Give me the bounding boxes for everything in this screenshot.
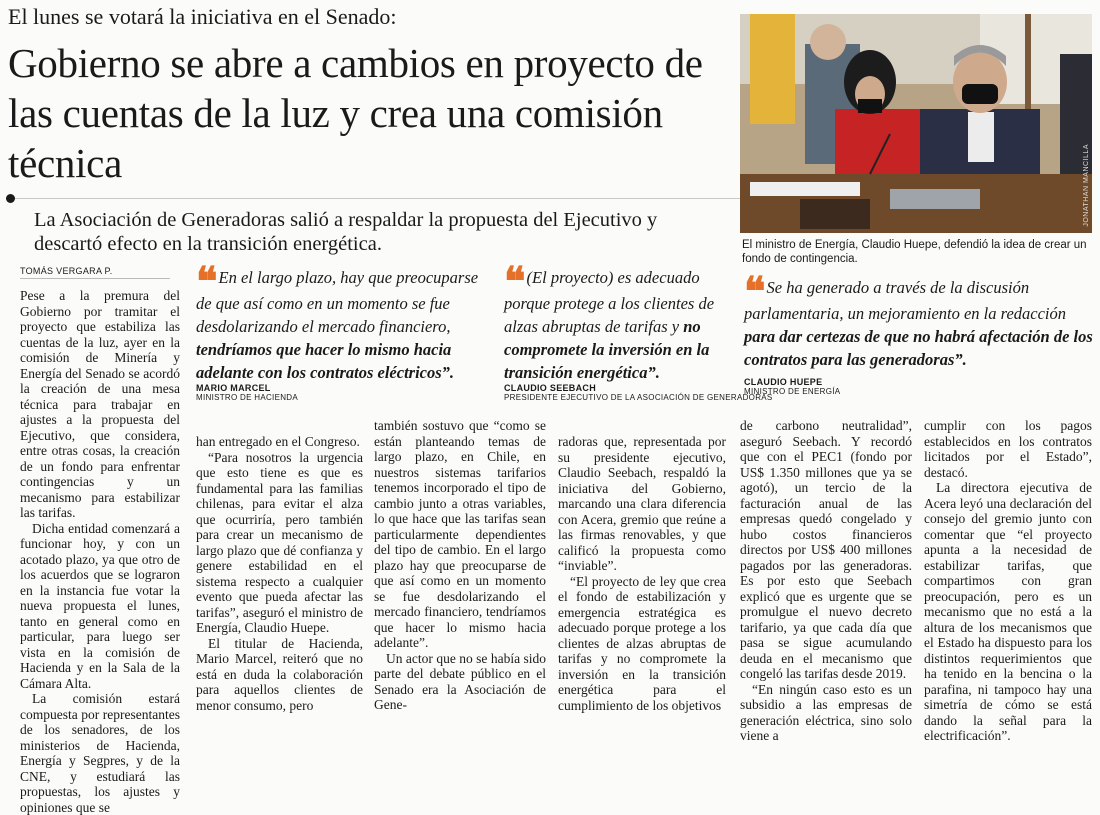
paragraph: Dicha entidad comenzará a funcionar hoy, y con un acotado plazo, ya que otro de los acuerdos que se lograron en la instancia fue votar la nueva propuesta el lunes, tanto en general como en particular, para luego ser vista en la comisión de Hacienda y en la Sala de la Cámara Alta. (20, 520, 180, 691)
paragraph: cumplir con los pagos establecidos en los contratos licitados por el Estado”, destacó. (924, 418, 1092, 480)
pull-quote (744, 268, 1094, 371)
quote-highlight: tendríamos que hacer lo mismo hacia adelante con los contratos eléctricos”. (196, 340, 455, 382)
paragraph: El titular de Hacienda, Mario Marcel, reiteró que no está en duda la colaboración para aquellos clientes de menor consumo, pero (196, 635, 363, 713)
paragraph: también sostuvo que “como se están planteando temas de largo plazo, en Chile, en nuestros sistemas tarifarios tenemos incorporado el tipo de cambio junto a otras variables, lo que hace que las tarifas sean particularmente dependientes del tipo de cambio. En el largo plazo hay que preocuparse de que así como en un momento se fue desdolarizando el mercado financiero, tendríamos que hacer lo mismo hacia adelante”. (374, 418, 546, 650)
quote-attribution (744, 377, 840, 396)
article-column-1 (20, 288, 180, 815)
paragraph: “El proyecto de ley que crea el fondo de estabilización y emergencia estratégica es adecuado porque protege a los clientes de alzas abruptas de tarifas y no compromete la inversión en la transición energética para el cumplimiento de los objetivos (558, 573, 726, 713)
quote-attribution (196, 383, 298, 402)
quote-author: CLAUDIO HUEPE (744, 377, 823, 387)
quote-mark-icon: ❝ (744, 268, 761, 315)
article-column-3 (374, 418, 546, 713)
article-column-5 (740, 418, 912, 744)
paragraph: “Para nosotros la urgencia que esto tiene es que es fundamental para las familias chilenas, para evitar el alza que ocurriría, pero también para crear un mecanismo de largo plazo que dé confianza y genere estabilidad en el sistema respecto a cualquier evento que pueda afectar las tarifas”, aseguró el ministro de Energía, Claudio Huepe. (196, 449, 363, 635)
photo-credit: JONATHAN MANCILLA (1083, 144, 1090, 227)
photo-illustration (740, 14, 1092, 233)
article-column-2 (196, 434, 363, 713)
quote-text: En el largo plazo, hay que preocuparse de que así como en un momento se fue desdolarizando el mercado financiero, (196, 268, 479, 336)
paragraph: “En ningún caso esto es un subsidio a las empresas de generación eléctrica, sino solo viene a (740, 681, 912, 743)
article-column-6 (924, 418, 1092, 744)
paragraph: Un actor que no se había sido parte del debate público en el Senado era la Asociación de Gene- (374, 650, 546, 712)
divider-dot (6, 194, 15, 203)
pull-quote (504, 258, 729, 384)
quote-author: MARIO MARCEL (196, 383, 271, 393)
article-column-4 (558, 434, 726, 713)
paragraph: radoras que, representada por su presidente ejecutivo, Claudio Seebach, respaldó la iniciativa del Gobierno, marcando una clara diferencia con Acera, gremio que reúne a las firmas renovables, y que calificó la propuesta como “inviable”. (558, 434, 726, 573)
quote-mark-icon: ❝ (196, 258, 213, 305)
paragraph: han entregado en el Congreso. (196, 434, 360, 449)
quote-author-role: MINISTRO DE HACIENDA (196, 393, 299, 402)
quote-author: CLAUDIO SEEBACH (504, 383, 597, 393)
quote-author-role: PRESIDENTE EJECUTIVO DE LA ASOCIACIÓN DE GENERADORAS (504, 393, 773, 402)
subheadline: La Asociación de Generadoras salió a respaldar la propuesta del Ejecutivo y descartó efecto en la transición energética. (34, 209, 658, 255)
quote-mark-icon: ❝ (504, 258, 521, 305)
pull-quote (196, 258, 491, 384)
byline: TOMÁS VERGARA P. (20, 266, 113, 276)
paragraph: La comisión estará compuesta por representantes de los senadores, de los ministerios de Hacienda, Energía y Segpres, y de la CNE, y estudiará las propuestas, los ajustes y opiniones que se (20, 691, 180, 815)
quote-highlight: para dar certezas de que no habrá afectación de los contratos para las generadoras”. (744, 327, 1093, 369)
kicker: El lunes se votará la iniciativa en el Senado: (8, 4, 397, 29)
quote-highlight: no compromete la inversión en la transición energética”. (504, 317, 710, 382)
quote-text: (El proyecto) es adecuado porque protege a los clientes de alzas abruptas de tarifas y (504, 268, 715, 336)
photo-caption: El ministro de Energía, Claudio Huepe, defendió la idea de crear un fondo de contingencia. (742, 239, 1087, 265)
byline-divider (20, 278, 170, 279)
quote-attribution (504, 383, 773, 402)
news-photo (740, 14, 1092, 233)
paragraph: Pese a la premura del Gobierno por tramitar el proyecto que estabiliza las cuentas de la luz, ayer en la comisión de Minería y Energía del Senado se acordó la creación de una mesa técnica para trabajar en ajustes a la propuesta del Ejecutivo, que considera, entre otras cosas, la creación de un fondo para enfrentar contingencias y un mecanismo para estabilizar las tarifas. (20, 288, 180, 520)
paragraph: La directora ejecutiva de Acera leyó una declaración del consejo del gremio junto con comentar que “el proyecto apunta a la necesidad de estabilizar tarifas, que compartimos con gran preocupación, pero es un mecanismo que no está a la altura de los mecanismos que el Estado ha dispuesto para los distintos requerimientos que ha tenido en la bencina o la parafina, ni tampoco hay una simetría de cómo se está dando la señal para la electrificación”. (924, 480, 1092, 743)
paragraph: de carbono neutralidad”, aseguró Seebach. Y recordó que con el PEC1 (fondo por US$ 1.350 millones que ya se agotó), un tercio de la facturación anual de las empresas quedó congelado y hubo costos financieros directos por US$ 400 millones pagados por las generadoras. Es por esto que Seebach explicó que es urgente que se promulgue el nuevo decreto tarifario, ya que cada día que pasa se sigue acumulando deuda en el mecanismo que congeló las tarifas desde 2019. (740, 418, 912, 681)
quote-author-role: MINISTRO DE ENERGÍA (744, 387, 841, 396)
quote-text: Se ha generado a través de la discusión parlamentaria, un mejoramiento en la redacción (744, 278, 1067, 323)
headline: Gobierno se abre a cambios en proyecto de las cuentas de la luz y crea una comisión técnica (8, 40, 703, 186)
